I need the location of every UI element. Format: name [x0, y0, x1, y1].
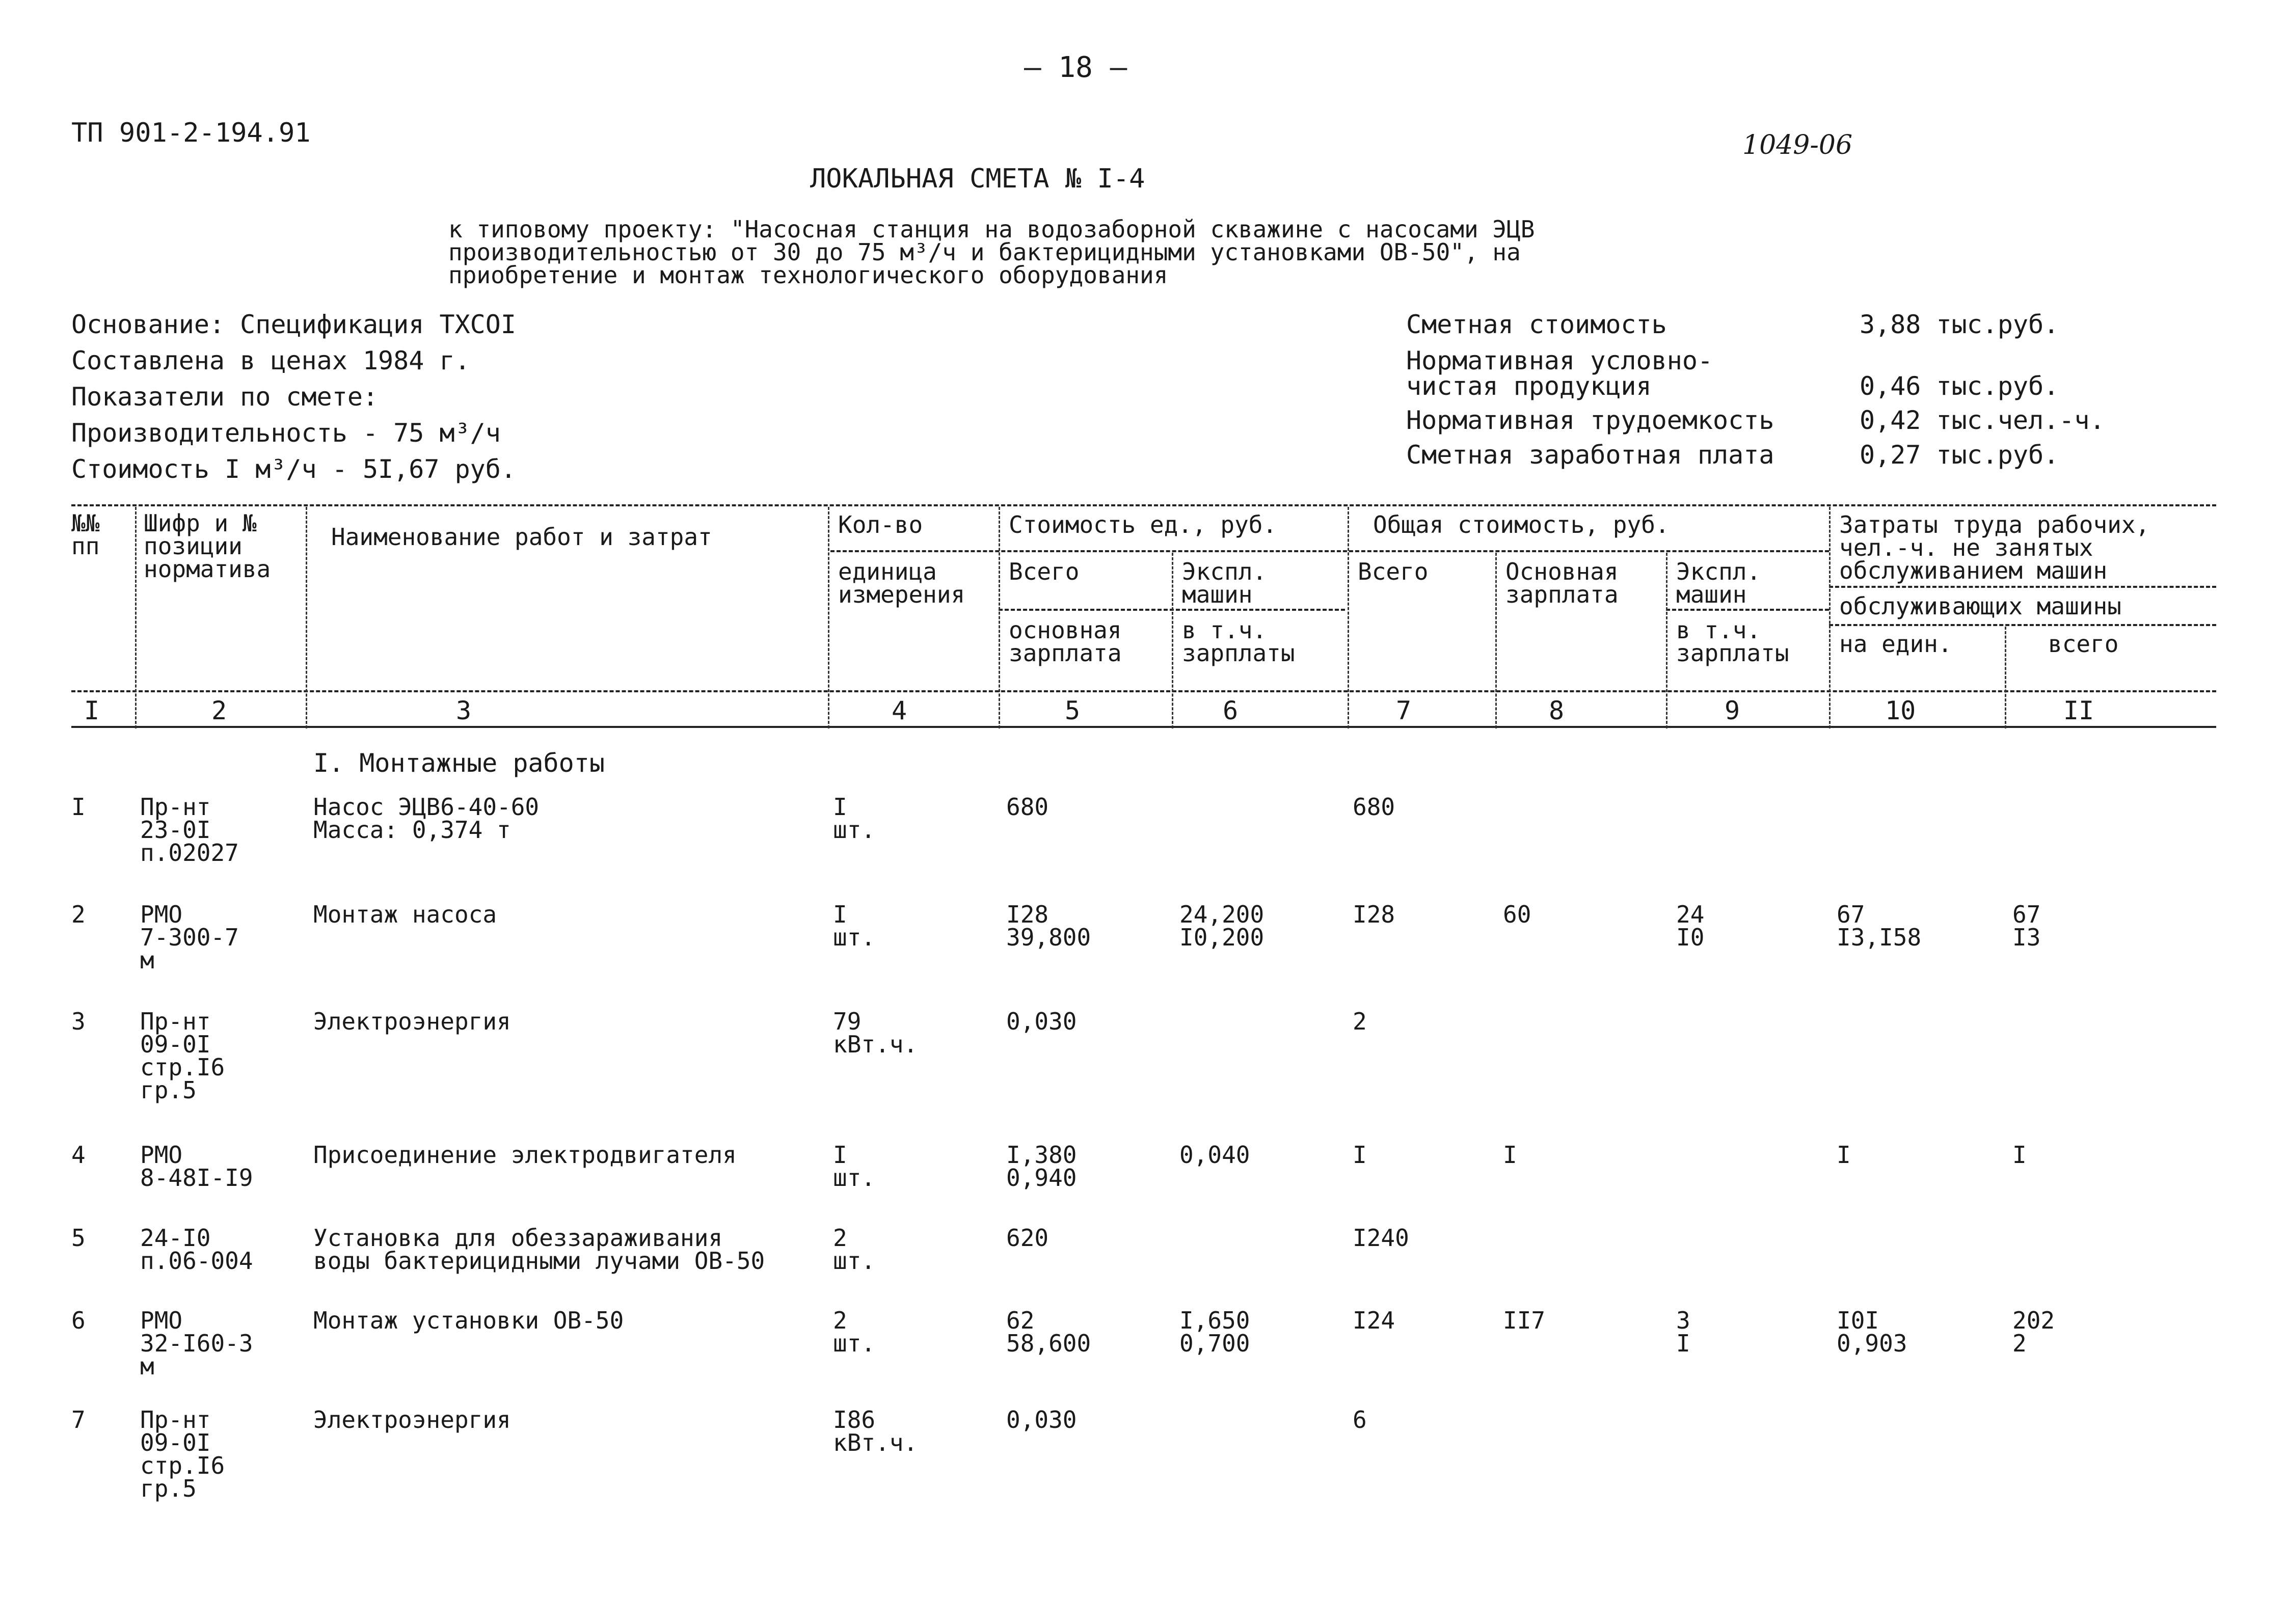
cell-line: 0,030 — [1006, 1406, 1077, 1433]
cell-quantity — [833, 1008, 918, 1059]
cell-labor-per-unit — [1837, 1141, 1851, 1169]
cell-quantity — [833, 793, 876, 844]
cell-total — [1353, 1141, 1367, 1169]
header-top-border — [71, 504, 2216, 506]
cell-line: I,380 — [1006, 1141, 1077, 1169]
cell-quantity — [833, 1307, 876, 1358]
cell-line: 2 — [1353, 1008, 1367, 1035]
header-col-divider — [1495, 553, 1497, 728]
cell-line: 79 — [833, 1008, 862, 1035]
info-prices: Составлена в ценах 1984 г. — [71, 346, 470, 375]
column-number: 9 — [1725, 696, 1740, 725]
cell-number — [71, 903, 86, 926]
cell-line: 39,800 — [1006, 924, 1091, 952]
cell-line: 680 — [1006, 793, 1049, 821]
info-unit-cost: Стоимость I м³/ч - 5I,67 руб. — [71, 454, 516, 484]
info-label-net-product-1: Нормативная условно- — [1406, 346, 1713, 375]
cell-line: I0,200 — [1179, 924, 1264, 952]
cell-code — [140, 1307, 253, 1381]
cell-line: 67 — [1837, 901, 1865, 928]
cell-line: гр.5 — [140, 1475, 197, 1503]
cell-line: 5 — [71, 1224, 86, 1252]
header-col-divider — [1172, 553, 1173, 728]
cell-line: I — [1353, 1141, 1367, 1169]
cell-unit-machines — [1179, 901, 1264, 952]
col-header-total-wages: Основная зарплата — [1505, 558, 1619, 609]
cell-unit-total — [1006, 1307, 1091, 1358]
cell-total-wages — [1503, 1141, 1517, 1169]
cell-line: РМО — [140, 1307, 183, 1334]
cell-labor-per-unit — [1837, 901, 1922, 952]
cell-code — [140, 1406, 225, 1503]
cell-unit-total — [1006, 1224, 1049, 1252]
info-value-net-product: 0,46 тыс.руб. — [1860, 371, 2059, 401]
cell-line: 24,200 — [1179, 901, 1264, 928]
column-number: 4 — [892, 696, 907, 725]
cell-line: I240 — [1353, 1224, 1409, 1252]
info-label-net-product-2: чистая продукция — [1406, 371, 1652, 401]
header-bottom-border — [71, 690, 2216, 692]
cell-code — [140, 1224, 253, 1275]
info-value-wages: 0,27 тыс.руб. — [1860, 440, 2059, 470]
document-subtitle — [448, 215, 1535, 289]
cell-line: Масса: 0,374 т — [313, 816, 511, 844]
subtitle-line: приобретение и монтаж технологического оборудования — [448, 261, 1168, 289]
cell-line: I,650 — [1179, 1307, 1250, 1334]
cell-line: 2 — [2012, 1330, 2027, 1358]
cell-line: 4 — [71, 1141, 86, 1169]
cell-total-wages — [1503, 903, 1531, 926]
cell-line: кВт.ч. — [833, 1031, 918, 1059]
handwritten-reference: 1049-06 — [1742, 130, 1853, 160]
cell-line: Монтаж установки ОВ-50 — [313, 1307, 624, 1334]
info-label-estimate-cost: Сметная стоимость — [1406, 310, 1667, 339]
column-number: 5 — [1065, 696, 1081, 725]
header-col-divider — [2005, 627, 2006, 728]
info-label-labor: Нормативная трудоемкость — [1406, 405, 1774, 435]
cell-code — [140, 901, 239, 975]
cell-unit-total — [1006, 1141, 1077, 1192]
cell-labor-total — [2012, 1307, 2055, 1358]
document-title: ЛОКАЛЬНАЯ СМЕТА № I-4 — [810, 164, 1145, 194]
col-header-total-cost: Общая стоимость, руб. — [1373, 511, 1670, 538]
cell-total — [1353, 903, 1395, 926]
cell-line: 3 — [71, 1008, 86, 1035]
cell-unit-total — [1006, 1406, 1077, 1433]
column-number: 3 — [456, 696, 472, 725]
cell-unit-total — [1006, 901, 1091, 952]
cell-line: Электроэнергия — [313, 1406, 511, 1433]
col-header-unit-cost: Стоимость ед., руб. — [1009, 511, 1277, 538]
cell-number — [71, 1309, 86, 1332]
cell-line: 0,040 — [1179, 1141, 1250, 1169]
header-sub-border — [1829, 586, 2216, 588]
cell-number — [71, 1010, 86, 1033]
cell-line: шт. — [833, 1330, 876, 1358]
cell-number — [71, 1224, 86, 1252]
cell-name — [313, 903, 497, 926]
cell-line: 67 — [2012, 901, 2041, 928]
cell-line: м — [140, 946, 154, 975]
col-header-labor-total: всего — [2048, 630, 2119, 658]
cell-line: Пр-нт — [140, 1008, 211, 1035]
info-label-wages: Сметная заработная плата — [1406, 440, 1774, 470]
cell-number — [71, 793, 86, 821]
cell-line: I — [1503, 1141, 1517, 1169]
cell-unit-machines — [1179, 1307, 1250, 1358]
column-number: 8 — [1549, 696, 1565, 725]
cell-name — [313, 1141, 737, 1169]
page-number: — 18 — — [1024, 51, 1127, 84]
column-number: 2 — [211, 696, 227, 725]
cell-line: РМО — [140, 1141, 183, 1169]
header-col-divider — [1348, 507, 1349, 728]
col-header-total-machines: Экспл. машин — [1676, 558, 1761, 609]
subtitle-line: к типовому проекту: "Насосная станция на водозаборной скважине с насосами ЭЦВ — [448, 215, 1535, 243]
cell-line: п.02027 — [140, 839, 239, 867]
cell-line: 24 — [1676, 901, 1705, 928]
cell-line: 2 — [71, 901, 86, 928]
cell-total — [1353, 1010, 1367, 1033]
cell-number — [71, 1141, 86, 1169]
col-header-total: Всего — [1358, 558, 1429, 585]
col-header-total-machine-wages: в т.ч. зарплаты — [1676, 616, 1789, 667]
cell-line: стр.I6 — [140, 1452, 225, 1480]
cell-labor-total — [2012, 901, 2041, 952]
cell-line: II7 — [1503, 1307, 1546, 1334]
cell-line: Насос ЭЦВ6-40-60 — [313, 793, 540, 821]
cell-line: 32-I60-3 — [140, 1330, 253, 1358]
cell-line: I3,I58 — [1837, 924, 1922, 952]
info-basis: Основание: Спецификация ТХСОI — [71, 310, 516, 339]
cell-line: шт. — [833, 1247, 876, 1275]
column-number: 7 — [1396, 696, 1412, 725]
info-indicators: Показатели по смете: — [71, 382, 379, 412]
cell-code — [140, 793, 239, 867]
cell-line: м — [140, 1352, 154, 1381]
header-col-divider — [999, 507, 1000, 728]
header-col-divider — [1829, 507, 1831, 728]
header-sub-border — [830, 550, 1829, 552]
cell-line: шт. — [833, 816, 876, 844]
cell-line: I28 — [1006, 901, 1049, 928]
col-header-code: Шифр и № позиции норматива — [144, 509, 271, 583]
cell-line: 58,600 — [1006, 1330, 1091, 1358]
cell-quantity — [833, 1141, 876, 1192]
cell-line: 6 — [1353, 1406, 1367, 1433]
cell-total-machines — [1676, 901, 1705, 952]
col-header-unit: единица измерения — [838, 558, 965, 609]
header-col-divider — [306, 507, 307, 728]
cell-total — [1353, 1309, 1395, 1332]
col-header-labor: Затраты труда рабочих, чел.-ч. не занятых обслуживанием машин — [1839, 511, 2150, 585]
cell-unit-machines — [1179, 1141, 1250, 1169]
col-header-number: №№ пп — [71, 509, 100, 560]
cell-line: I — [833, 793, 847, 821]
cell-line: I — [1837, 1141, 1851, 1169]
cell-line: I0 — [1676, 924, 1705, 952]
cell-number — [71, 1406, 86, 1433]
cell-name — [313, 793, 540, 844]
cell-line: I24 — [1353, 1307, 1395, 1334]
cell-line: Пр-нт — [140, 793, 211, 821]
column-number: 6 — [1223, 696, 1239, 725]
col-header-labor-machines: обслуживающих машины — [1839, 592, 2121, 620]
cell-total — [1353, 793, 1395, 821]
cell-line: 23-0I — [140, 816, 211, 844]
cell-line: 60 — [1503, 901, 1531, 928]
column-number: 10 — [1885, 696, 1916, 725]
cell-name — [313, 1224, 765, 1275]
cell-name — [313, 1309, 624, 1332]
cell-line: Присоединение электродвигателя — [313, 1141, 737, 1169]
cell-total-wages — [1503, 1309, 1545, 1332]
cell-quantity — [833, 1224, 876, 1275]
cell-line: 2 — [833, 1307, 847, 1334]
cell-line: шт. — [833, 1164, 876, 1192]
header-col-divider — [828, 507, 829, 728]
col-header-unit-machine-wages: в т.ч. зарплаты — [1182, 616, 1295, 667]
cell-line: воды бактерицидными лучами ОВ-50 — [313, 1247, 765, 1275]
cell-line: 24-I0 — [140, 1224, 211, 1252]
cell-labor-total — [2012, 1141, 2027, 1169]
cell-line: 3 — [1676, 1307, 1690, 1334]
subtitle-line: производительностью от 30 до 75 м³/ч и бактерицидными установками ОВ-50", на — [448, 238, 1521, 266]
cell-code — [140, 1141, 253, 1192]
cell-total — [1353, 1406, 1367, 1433]
cell-name — [313, 1406, 511, 1433]
cell-line: I — [2012, 1141, 2027, 1169]
cell-unit-total — [1006, 793, 1049, 821]
cell-line: I — [71, 793, 86, 821]
col-header-unit-machines: Экспл. машин — [1182, 558, 1267, 609]
cell-line: 8-48I-I9 — [140, 1164, 253, 1192]
cell-line: I86 — [833, 1406, 876, 1433]
col-header-unit-total: Всего — [1009, 558, 1080, 585]
cell-line: Пр-нт — [140, 1406, 211, 1433]
cell-quantity — [833, 901, 876, 952]
cell-line: 0,700 — [1179, 1330, 1250, 1358]
cell-line: 09-0I — [140, 1429, 211, 1457]
cell-line: 2 — [833, 1224, 847, 1252]
cell-line: 09-0I — [140, 1031, 211, 1059]
cell-line: 202 — [2012, 1307, 2055, 1334]
cell-line: Установка для обеззараживания — [313, 1224, 723, 1252]
cell-code — [140, 1010, 225, 1102]
cell-line: кВт.ч. — [833, 1429, 918, 1457]
col-header-name: Наименование работ и затрат — [331, 523, 712, 551]
cell-line: I0I — [1837, 1307, 1879, 1334]
col-header-labor-per-unit: на един. — [1839, 630, 1952, 658]
cell-line: 7-300-7 — [140, 924, 239, 952]
cell-line: 680 — [1353, 793, 1395, 821]
column-number: I — [84, 696, 100, 725]
cell-quantity — [833, 1406, 918, 1457]
cell-line: гр.5 — [140, 1076, 197, 1104]
cell-unit-total — [1006, 1010, 1077, 1033]
cell-line: 0,030 — [1006, 1008, 1077, 1035]
column-number: II — [2063, 696, 2094, 725]
cell-total — [1353, 1224, 1409, 1252]
header-col-divider — [1666, 553, 1667, 728]
cell-line: 0,940 — [1006, 1164, 1077, 1192]
cell-line: Монтаж насоса — [313, 901, 497, 928]
col-header-qty: Кол-во — [838, 511, 923, 538]
cell-line: I — [833, 901, 847, 928]
header-sub-border — [1666, 609, 1829, 611]
cell-line: I3 — [2012, 924, 2041, 952]
info-value-estimate-cost: 3,88 тыс.руб. — [1860, 310, 2059, 339]
document-code: ТП 901-2-194.91 — [71, 118, 311, 148]
cell-line: I28 — [1353, 901, 1395, 928]
cell-name — [313, 1010, 511, 1033]
cell-line: 6 — [71, 1307, 86, 1334]
cell-line: п.06-004 — [140, 1247, 253, 1275]
cell-line: 7 — [71, 1406, 86, 1433]
cell-line: 0,903 — [1837, 1330, 1907, 1358]
header-sub-border — [1829, 624, 2216, 626]
section-title: I. Монтажные работы — [313, 748, 605, 778]
cell-line: РМО — [140, 901, 183, 928]
cell-line: I — [833, 1141, 847, 1169]
cell-line: I — [1676, 1330, 1690, 1358]
cell-line: Электроэнергия — [313, 1008, 511, 1035]
cell-labor-per-unit — [1837, 1307, 1907, 1358]
cell-line: 62 — [1006, 1307, 1035, 1334]
cell-line: стр.I6 — [140, 1053, 225, 1081]
header-col-divider — [135, 507, 137, 728]
cell-line: шт. — [833, 924, 876, 952]
info-value-labor: 0,42 тыс.чел.-ч. — [1860, 405, 2105, 435]
cell-line: 620 — [1006, 1224, 1049, 1252]
col-header-unit-wages: основная зарплата — [1009, 616, 1122, 667]
column-numbers-border — [71, 726, 2216, 728]
info-capacity: Производительность - 75 м³/ч — [71, 418, 501, 448]
cell-total-machines — [1676, 1307, 1690, 1358]
